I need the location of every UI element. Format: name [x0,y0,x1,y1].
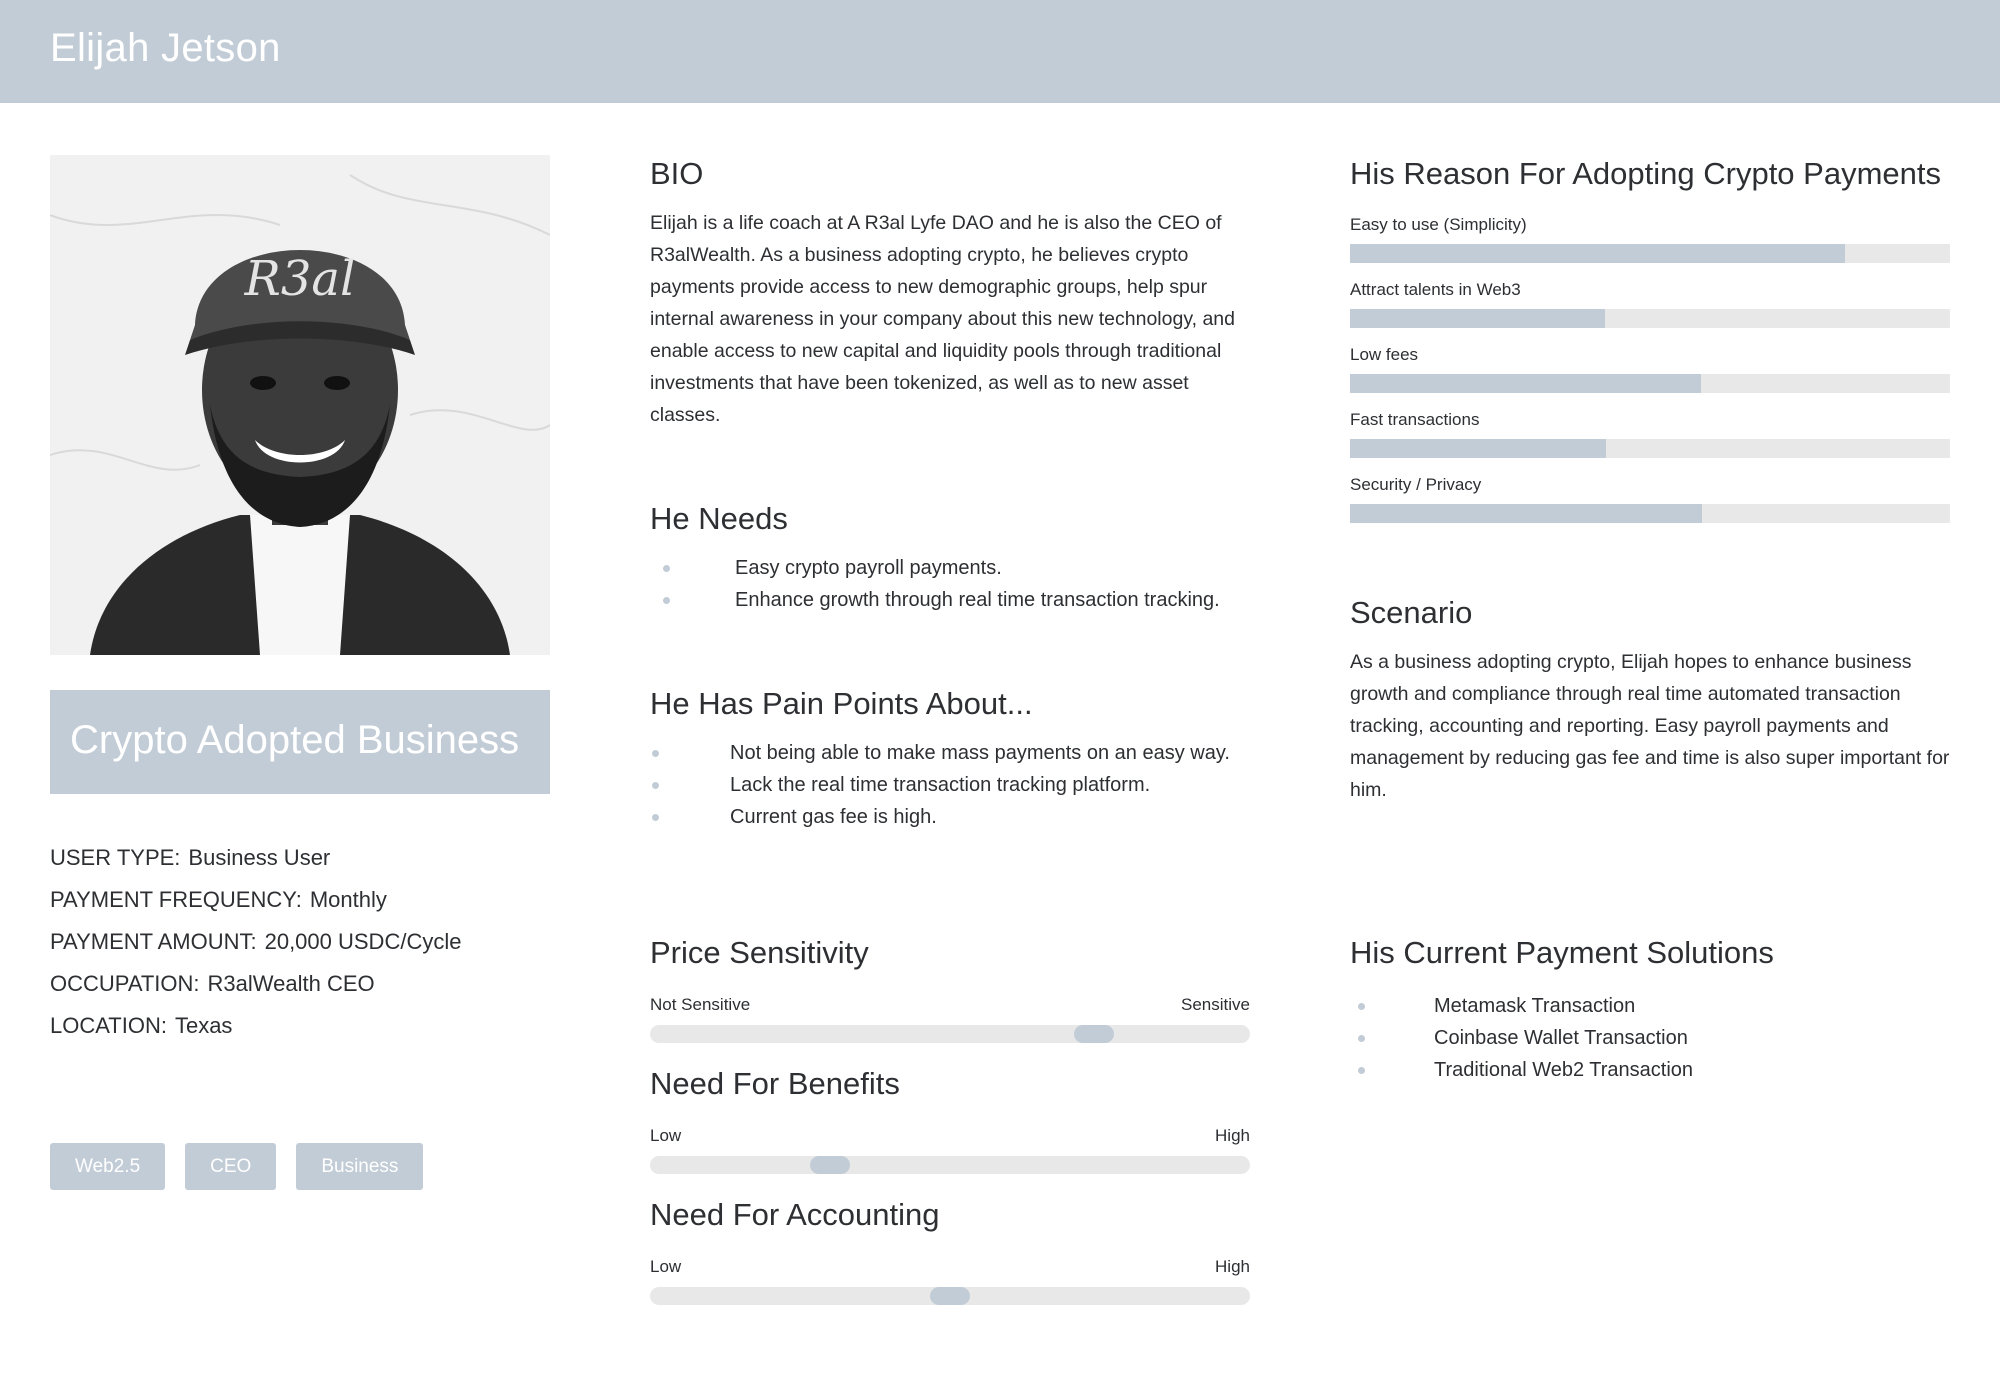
reason-bar-low-fees [1350,374,1950,393]
cap-logo-icon: R3al [244,251,356,307]
need-for-accounting-high-label: High [1215,1257,1250,1276]
solutions-list [1350,990,1950,1086]
needs-list [650,552,1250,616]
persona-facts [50,842,550,1052]
fact-user-type: USER TYPE: Business User [50,845,331,870]
reason-bar-fill [1350,439,1606,458]
slider-thumb [810,1156,850,1174]
persona-type-banner [50,690,550,794]
tag-web25[interactable]: Web2.5 [50,1143,165,1190]
reason-label-security-privacy: Security / Privacy [1350,475,1482,494]
scenario-text: As a business adopting crypto, Elijah hopes to enhance business growth and compliance through real time automated transaction tracking, accounting and reporting. Easy payroll payments and management by reducing gas fee and time is also super important for him. [1350,651,1950,801]
pain-points-heading: He Has Pain Points About... [650,686,1033,721]
reason-label-easy-to-use: Easy to use (Simplicity) [1350,215,1527,234]
need-for-benefits-slider [650,1156,1250,1174]
reason-bar-fill [1350,374,1701,393]
persona-name: Elijah Jetson [50,26,281,70]
persona-type-label: Crypto Adopted Business [70,718,520,762]
scenario-heading: Scenario [1350,595,1473,630]
need-for-benefits-high-label: High [1215,1126,1250,1145]
list-item: Current gas fee is high. [650,801,1250,833]
tag-business[interactable]: Business [296,1143,423,1190]
price-sensitivity-heading: Price Sensitivity [650,935,869,970]
list-item: Lack the real time transaction tracking platform. [650,769,1250,801]
price-sensitivity-low-label: Not Sensitive [650,995,751,1014]
reasons-heading: His Reason For Adopting Crypto Payments [1350,156,1941,191]
page-header [0,0,2000,103]
need-for-benefits-heading: Need For Benefits [650,1066,900,1101]
persona-tags [50,1143,423,1190]
list-item: Enhance growth through real time transaction tracking. [650,584,1250,616]
reason-bar-security-privacy [1350,504,1950,523]
reason-bar-fast-transactions [1350,439,1950,458]
reason-label-low-fees: Low fees [1350,345,1419,364]
slider-thumb [930,1287,970,1305]
reason-bar-fill [1350,309,1605,328]
reason-label-fast-transactions: Fast transactions [1350,410,1480,429]
needs-heading: He Needs [650,501,788,536]
need-for-benefits-low-label: Low [650,1126,682,1145]
reason-bar-fill [1350,504,1702,523]
tag-ceo[interactable]: CEO [185,1143,276,1190]
need-for-accounting-slider [650,1287,1250,1305]
reason-bar-fill [1350,244,1845,263]
fact-payment-amount: PAYMENT AMOUNT: 20,000 USDC/Cycle [50,929,462,954]
list-item: Not being able to make mass payments on an easy way. [650,737,1250,769]
fact-location: LOCATION: Texas [50,1013,233,1038]
price-sensitivity-high-label: Sensitive [1181,995,1250,1014]
need-for-accounting-low-label: Low [650,1257,682,1276]
list-item: Coinbase Wallet Transaction [1350,1022,1950,1054]
bio-text: Elijah is a life coach at A R3al Lyfe DAO and he is also the CEO of R3alWealth. As a business adopting crypto, he believes crypto payments provide access to new demographic groups, help spur internal awareness in your company about this new technology, and enable access to new capital and liquidity pools through traditional investments that have been tokenized, as well as to new asset classes. [650,212,1235,426]
fact-payment-frequency: PAYMENT FREQUENCY: Monthly [50,887,387,912]
list-item: Easy crypto payroll payments. [650,552,1250,584]
price-sensitivity-slider [650,1025,1250,1043]
solutions-heading: His Current Payment Solutions [1350,935,1774,970]
reason-label-attract-talents: Attract talents in Web3 [1350,280,1521,299]
reason-bar-easy-to-use [1350,244,1950,263]
pain-points-list [650,737,1250,833]
slider-thumb [1074,1025,1114,1043]
list-item: Metamask Transaction [1350,990,1950,1022]
list-item: Traditional Web2 Transaction [1350,1054,1950,1086]
bio-heading: BIO [650,156,704,191]
reason-bar-attract-talents [1350,309,1950,328]
fact-occupation: OCCUPATION: R3alWealth CEO [50,971,375,996]
persona-photo [50,155,550,655]
need-for-accounting-heading: Need For Accounting [650,1197,940,1232]
